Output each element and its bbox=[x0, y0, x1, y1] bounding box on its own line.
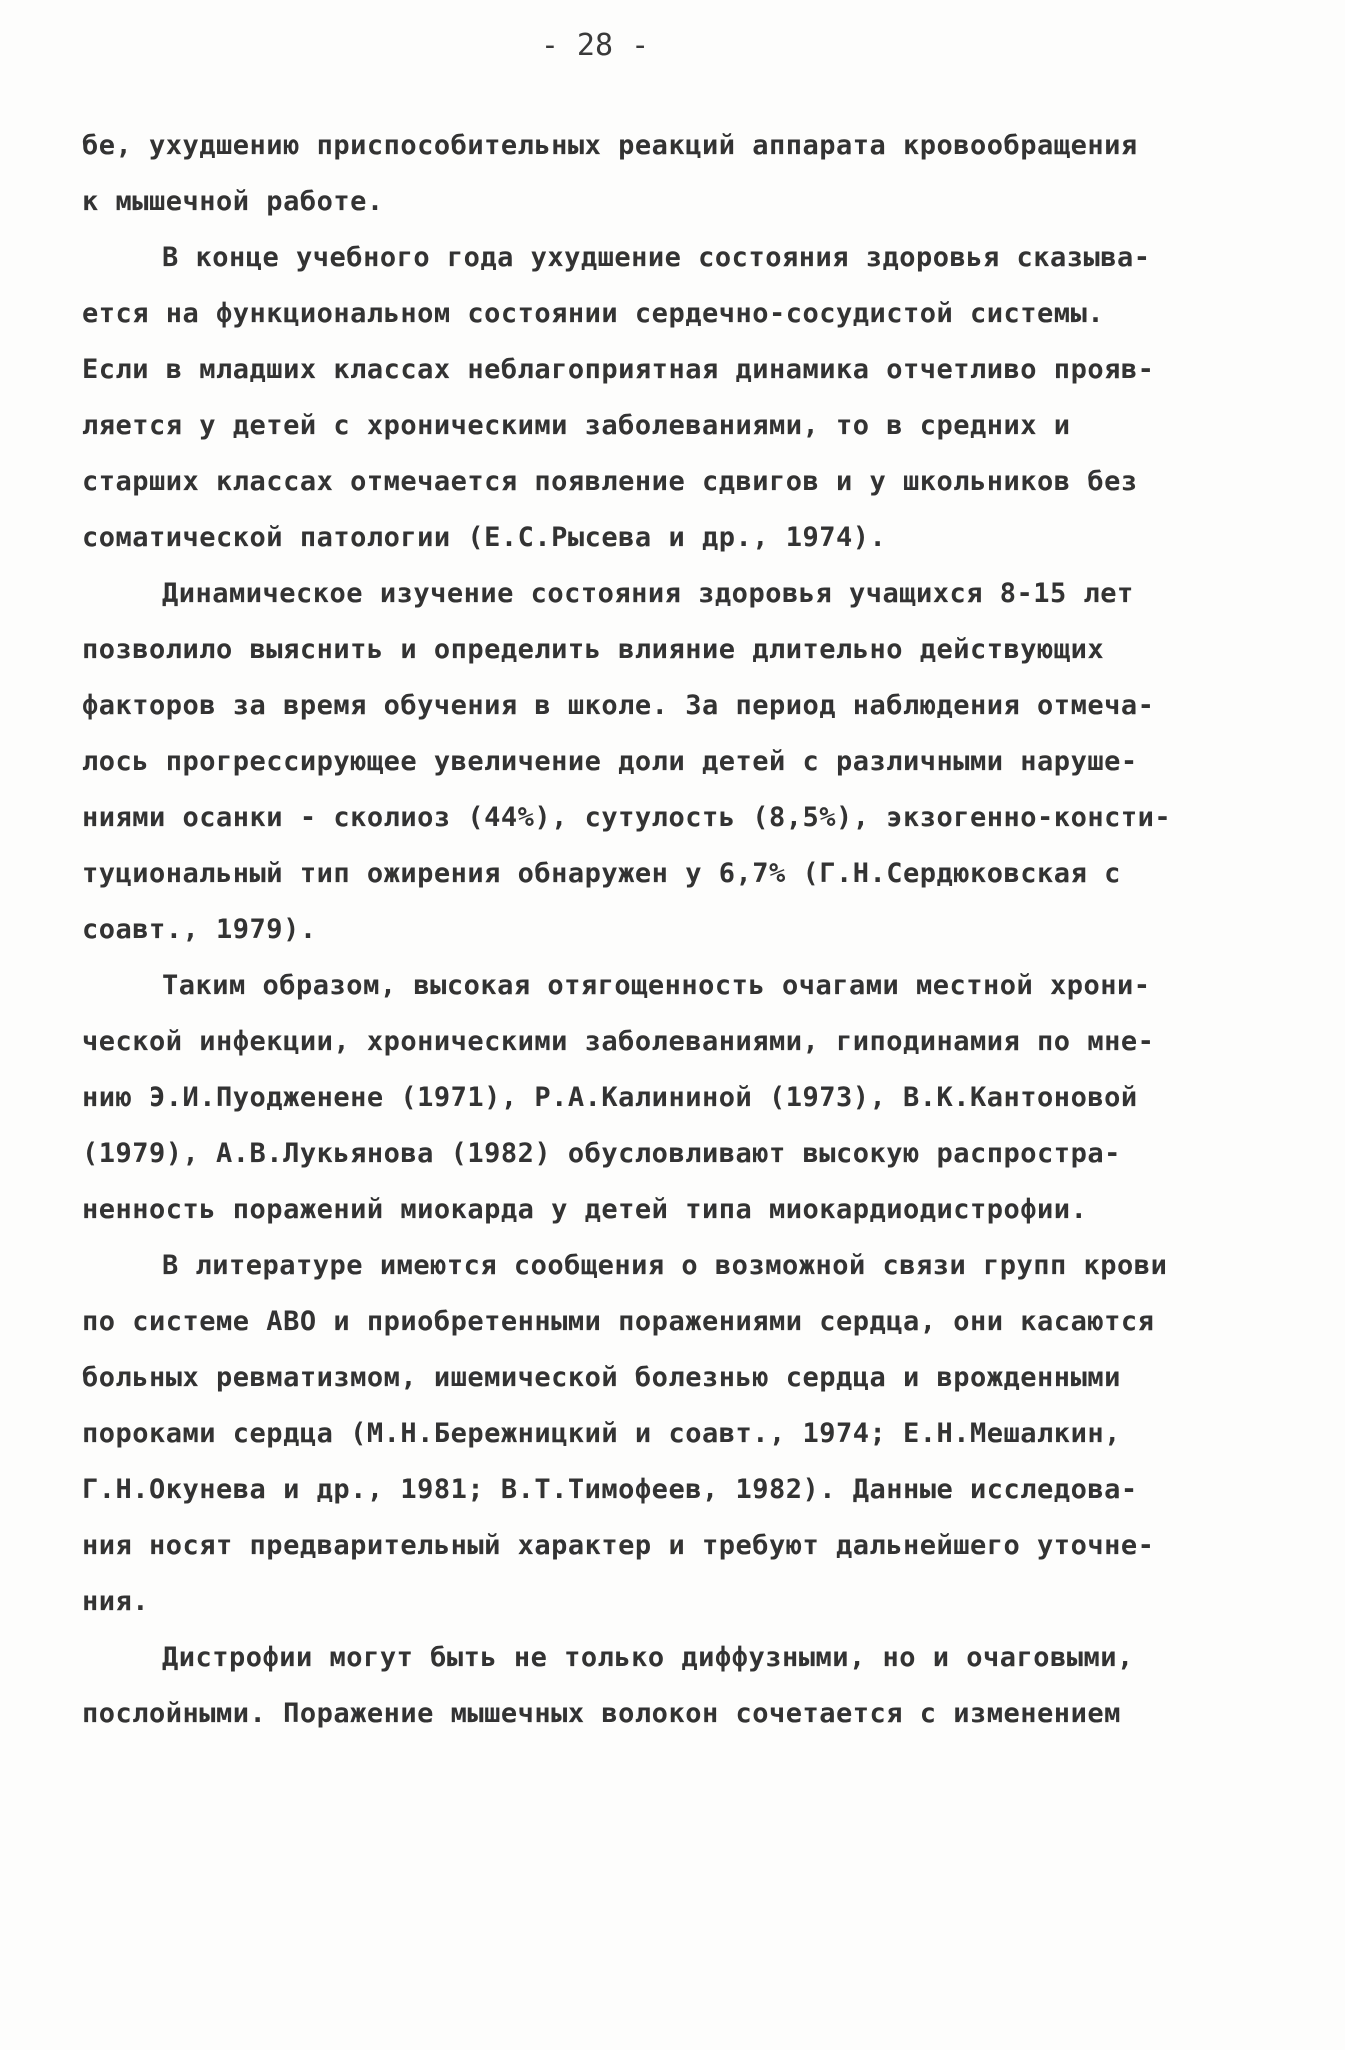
text-line: соматической патологии (Е.С.Рысева и др., 1974). bbox=[82, 522, 887, 553]
text-line: послойными. Поражение мышечных волокон сочетается с изменением bbox=[82, 1698, 1121, 1729]
text-line: ляется у детей с хроническими заболеваниями, то в средних и bbox=[82, 410, 1071, 441]
text-line: Таким образом, высокая отягощенность очагами местной хрони- bbox=[162, 970, 1151, 1001]
text-line: туциональный тип ожирения обнаружен у 6,7% (Г.Н.Сердюковская с bbox=[82, 858, 1121, 889]
text-line: ется на функциональном состоянии сердечно-сосудистой системы. bbox=[82, 298, 1105, 329]
text-line: бе, ухудшению приспособительных реакций аппарата кровообращения bbox=[82, 130, 1138, 161]
text-line: В литературе имеются сообщения о возможной связи групп крови bbox=[162, 1250, 1168, 1281]
text-line: лось прогрессирующее увеличение доли детей с различными наруше- bbox=[82, 746, 1138, 777]
text-line: Г.Н.Окунева и др., 1981; В.Т.Тимофеев, 1982). Данные исследова- bbox=[82, 1474, 1138, 1505]
page-number: - 28 - bbox=[540, 28, 650, 63]
text-line: позволило выяснить и определить влияние длительно действующих bbox=[82, 634, 1105, 665]
text-line: по системе АВО и приобретенными поражениями сердца, они касаются bbox=[82, 1306, 1155, 1337]
text-line: (1979), А.В.Лукьянова (1982) обусловливают высокую распростра- bbox=[82, 1138, 1121, 1169]
text-line: нию Э.И.Пуодженене (1971), Р.А.Калининой (1973), В.К.Кантоновой bbox=[82, 1082, 1138, 1113]
text-line: ненность поражений миокарда у детей типа миокардиодистрофии. bbox=[82, 1194, 1088, 1225]
text-line: факторов за время обучения в школе. За период наблюдения отмеча- bbox=[82, 690, 1155, 721]
text-line: Дистрофии могут быть не только диффузными, но и очаговыми, bbox=[162, 1642, 1134, 1673]
text-line: ниями осанки - сколиоз (44%), сутулость (8,5%), экзогенно-консти- bbox=[82, 802, 1172, 833]
body-text bbox=[82, 118, 1282, 1742]
text-line: Если в младших классах неблагоприятная динамика отчетливо прояв- bbox=[82, 354, 1155, 385]
text-line: ческой инфекции, хроническими заболеваниями, гиподинамия по мне- bbox=[82, 1026, 1155, 1057]
text-line: соавт., 1979). bbox=[82, 914, 317, 945]
text-line: В конце учебного года ухудшение состояния здоровья сказыва- bbox=[162, 242, 1151, 273]
text-line: ния. bbox=[82, 1586, 150, 1617]
text-line: пороками сердца (М.Н.Бережницкий и соавт., 1974; Е.Н.Мешалкин, bbox=[82, 1418, 1121, 1449]
text-line: старших классах отмечается появление сдвигов и у школьников без bbox=[82, 466, 1138, 497]
text-line: к мышечной работе. bbox=[82, 186, 384, 217]
text-line: Динамическое изучение состояния здоровья учащихся 8-15 лет bbox=[162, 578, 1134, 609]
text-line: больных ревматизмом, ишемической болезнью сердца и врожденными bbox=[82, 1362, 1121, 1393]
text-line: ния носят предварительный характер и требуют дальнейшего уточне- bbox=[82, 1530, 1155, 1561]
